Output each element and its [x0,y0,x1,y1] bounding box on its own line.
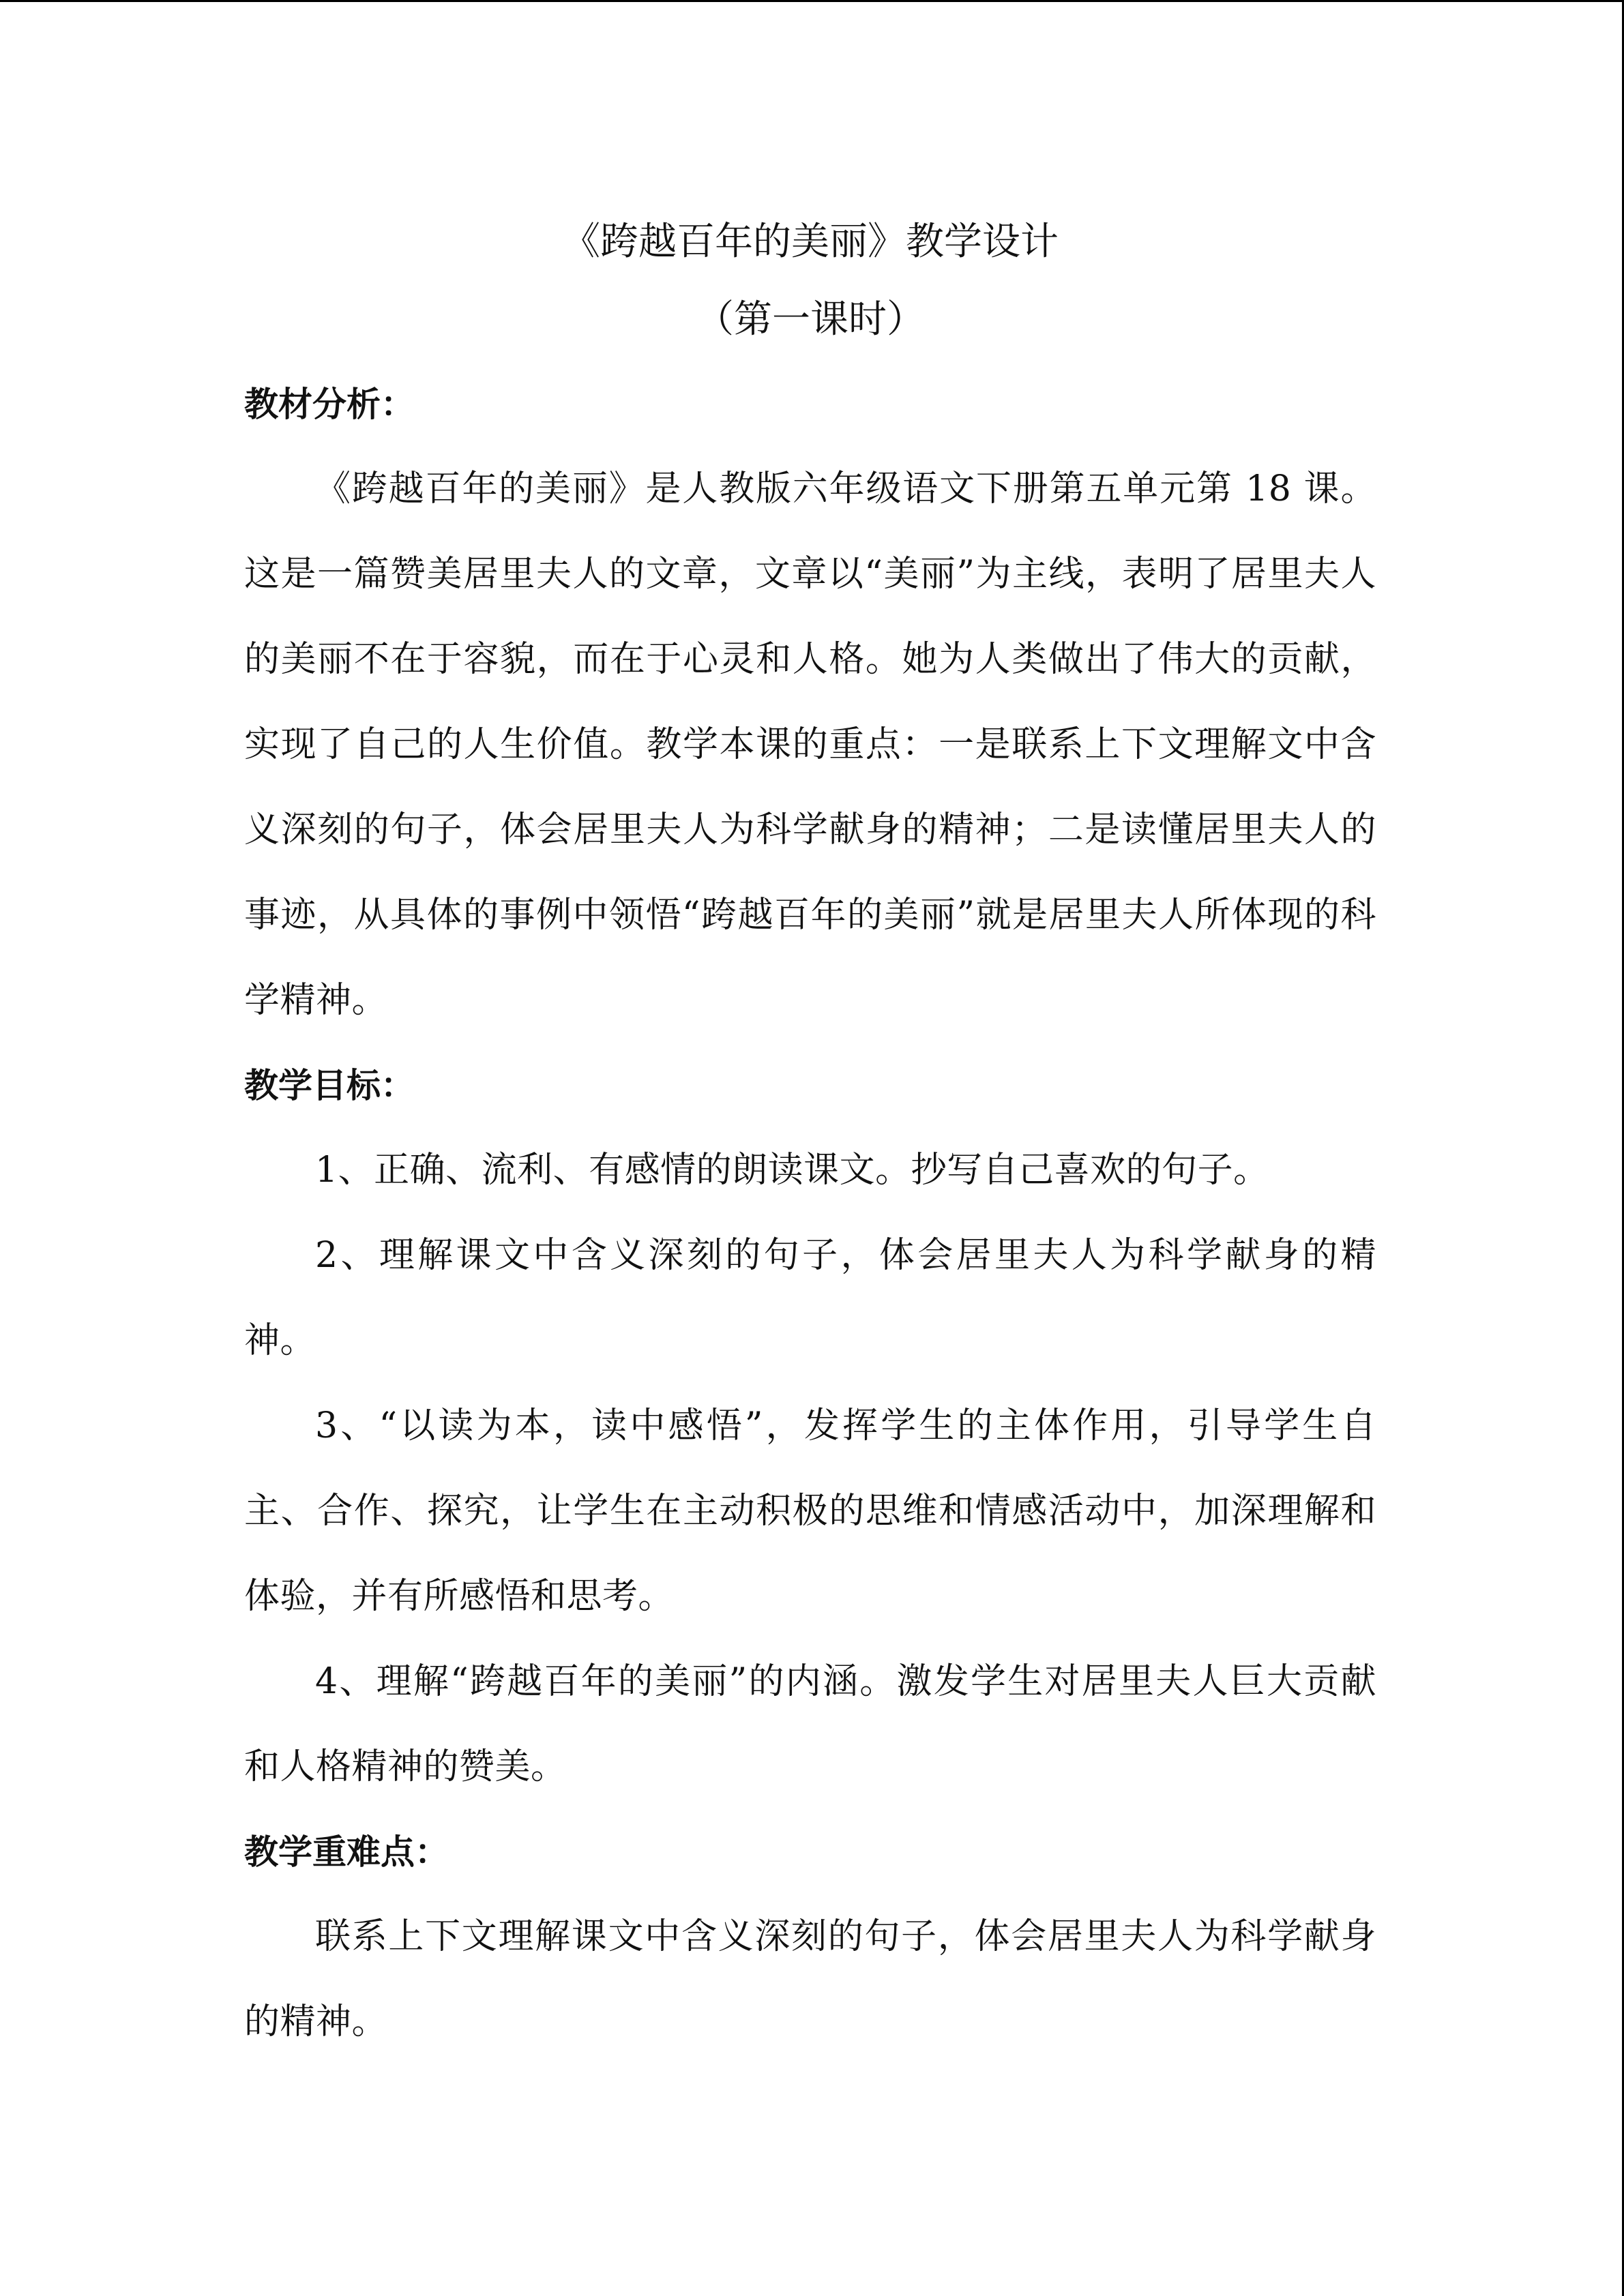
section-heading-teaching-objectives: 教学目标： [244,1066,415,1105]
objective-item-1: 1、正确、流利、有感情的朗读课文。抄写自己喜欢的句子。 [315,1150,1269,1191]
objective-item-3: 3、“以读为本，读中感悟”，发挥学生的主体作用，引导学生自主、合作、探究，让学生在主动积极的思维和情感活动中，加深理解和体验，并有所感悟和思考。 [244,1405,1376,1617]
section-heading-key-difficulties: 教学重难点： [244,1832,449,1872]
document-body [244,207,1376,2065]
section-heading-material-analysis: 教材分析： [244,385,415,424]
document-title: 《跨越百年的美丽》教学设计 [562,220,1059,264]
key-difficulties-paragraph: 联系上下文理解课文中含义深刻的句子，体会居里夫人为科学献身的精神。 [244,1916,1376,2042]
objective-item-4: 4、理解“跨越百年的美丽”的内涵。激发学生对居里夫人巨大贡献和人格精神的赞美。 [244,1661,1376,1787]
objective-item-2: 2、理解课文中含义深刻的句子，体会居里夫人为科学献身的精神。 [244,1235,1376,1361]
material-analysis-paragraph: 《跨越百年的美丽》是人教版六年级语文下册第五单元第 18 课。这是一篇赞美居里夫人的文章，文章以“美丽”为主线，表明了居里夫人的美丽不在于容貌，而在于心灵和人格。她为人类做出了伟大的贡献，实现了自己的人生价值。教学本课的重点：一是联系上下文理解文中含义深刻的句子，体会居里夫人为科学献身的精神；二是读懂居里夫人的事迹，从具体的事例中领悟“跨越百年的美丽”就是居里夫人所体现的科学精神。 [244,468,1376,1021]
document-subtitle: （第一课时） [696,297,925,342]
